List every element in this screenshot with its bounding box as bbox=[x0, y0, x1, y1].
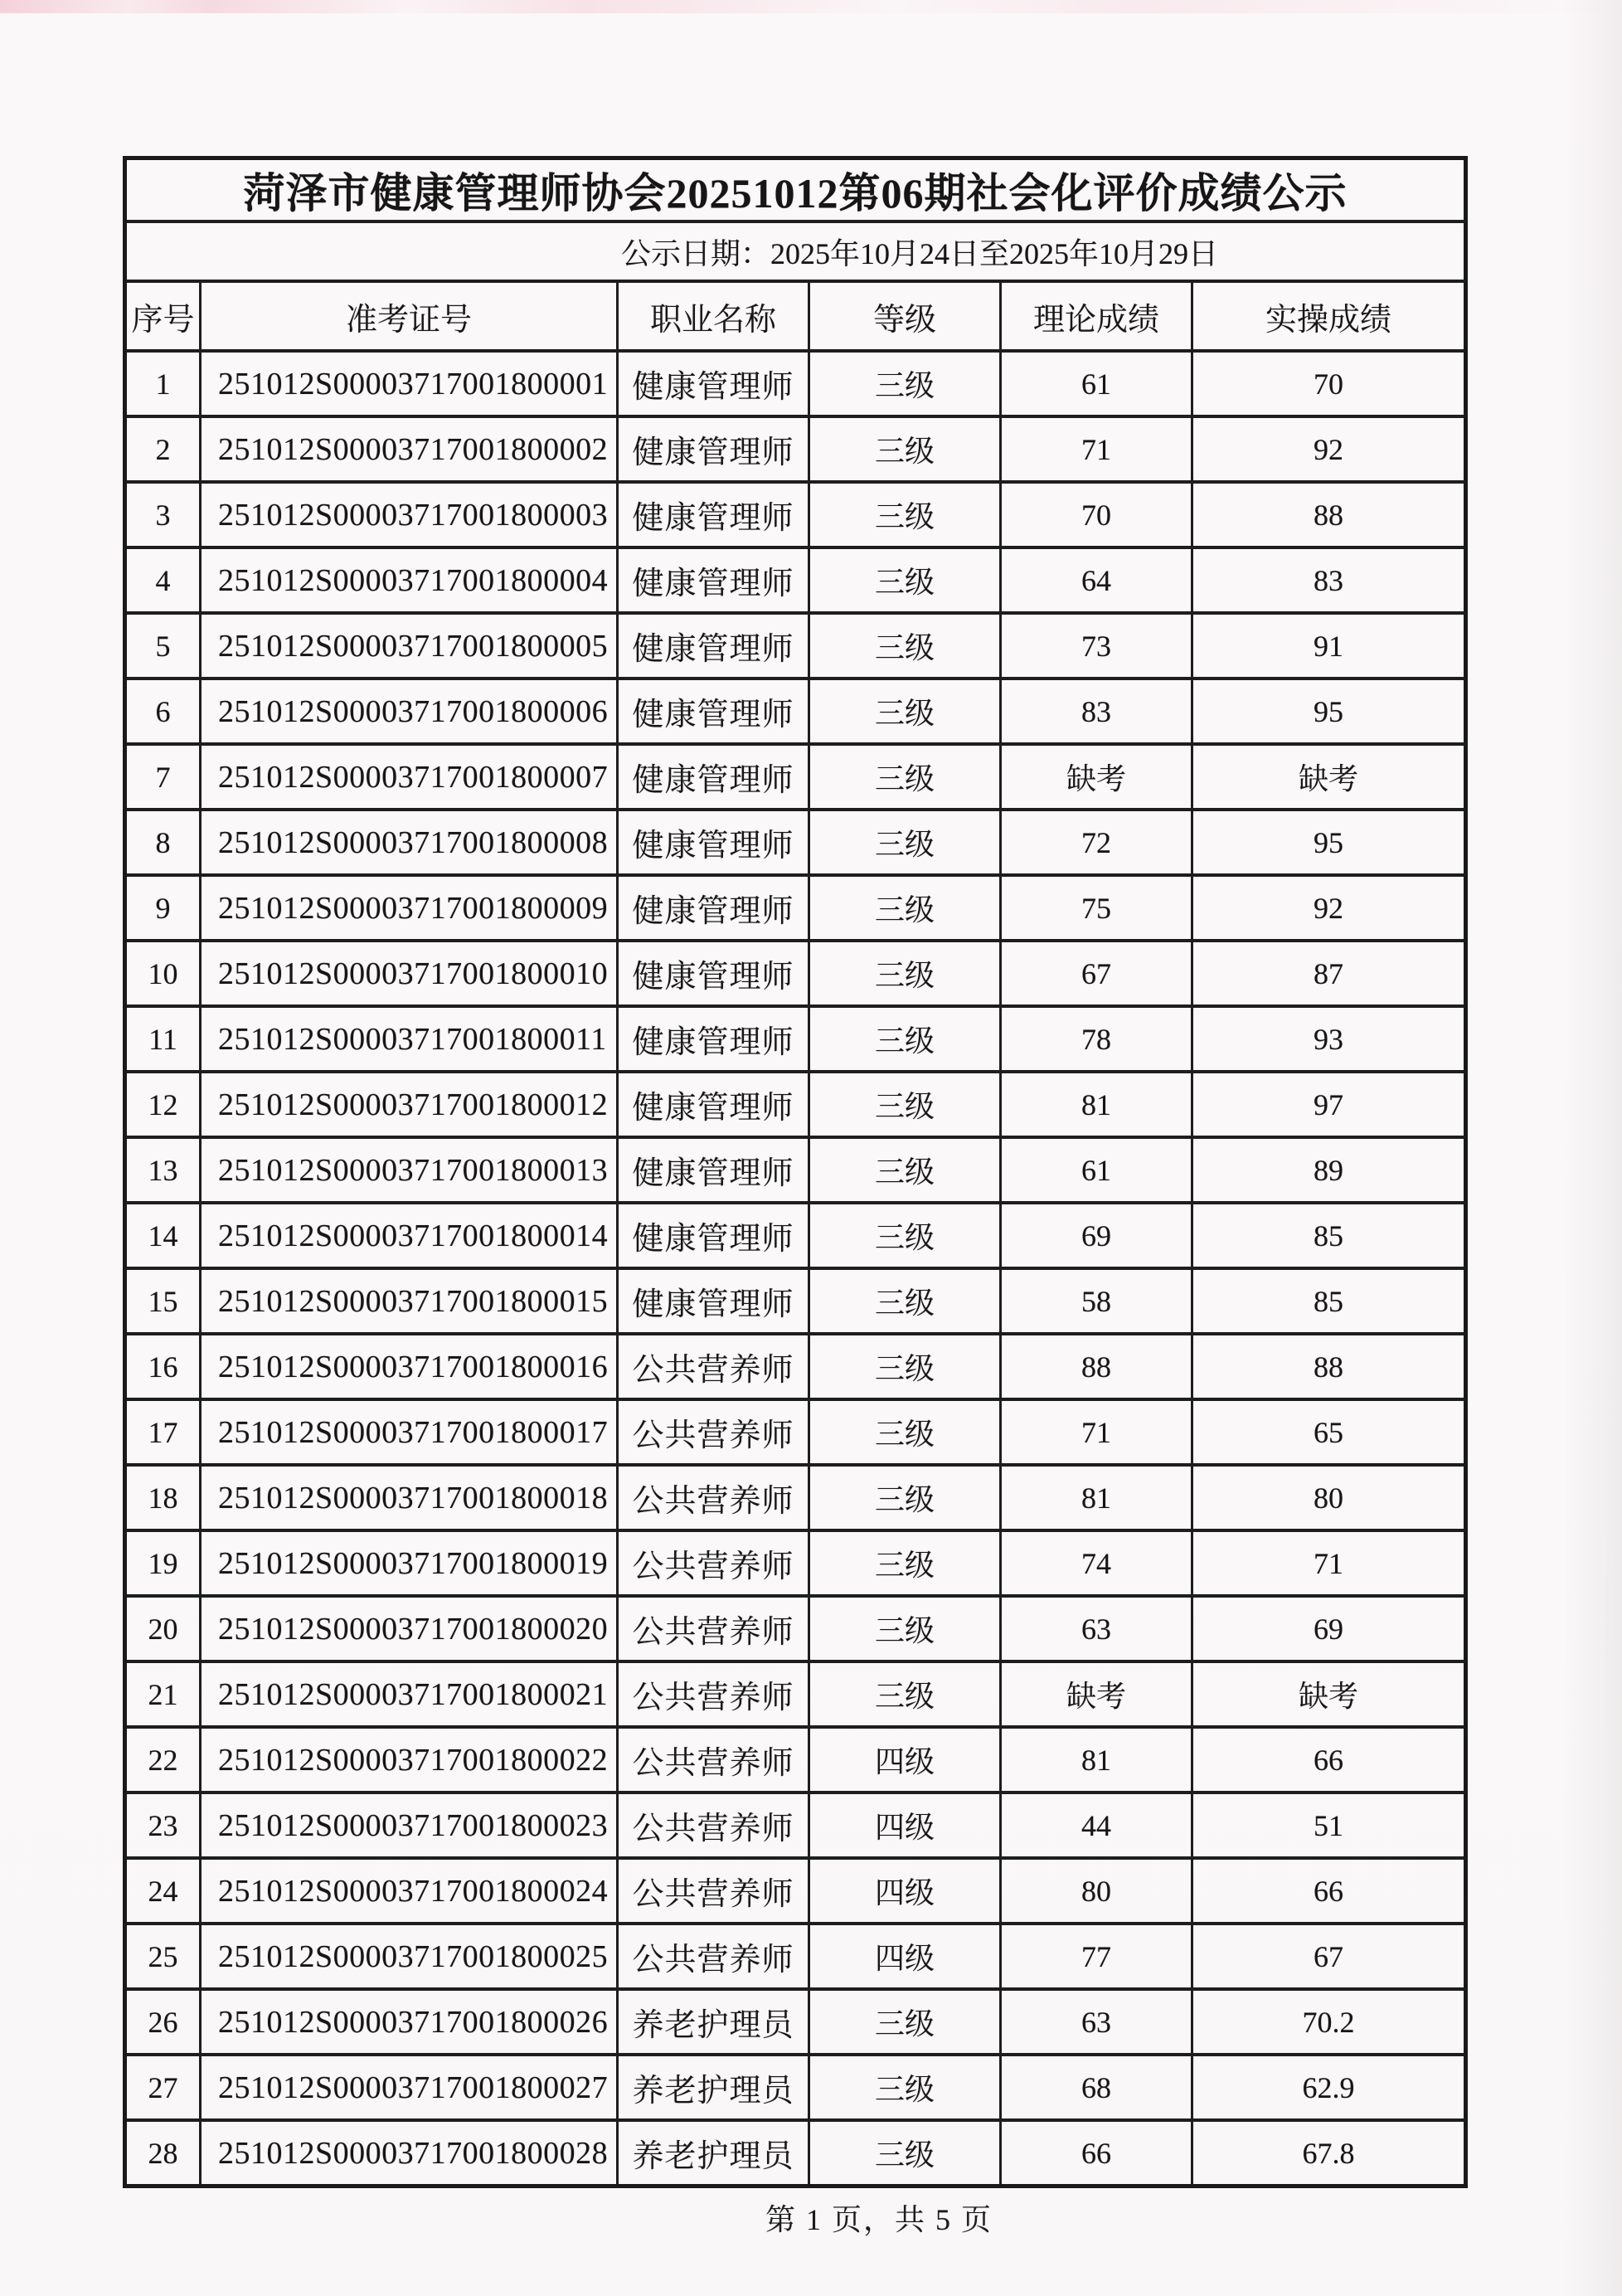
cell-admission-number: 251012S00003717001800027 bbox=[201, 2055, 618, 2120]
col-header-index: 序号 bbox=[125, 281, 201, 351]
score-table-body bbox=[125, 351, 1466, 2187]
page-footer: 第 1 页，共 5 页 bbox=[765, 2203, 993, 2236]
col-header-occupation: 职业名称 bbox=[618, 281, 809, 351]
table-row bbox=[125, 1465, 1466, 1530]
cell-occupation: 公共营养师 bbox=[618, 1334, 809, 1399]
cell-index: 24 bbox=[125, 1858, 201, 1924]
cell-occupation: 公共营养师 bbox=[618, 1793, 809, 1858]
table-row bbox=[125, 1858, 1466, 1924]
cell-practical-score: 67 bbox=[1192, 1924, 1466, 1989]
cell-practical-score: 62.9 bbox=[1192, 2055, 1466, 2120]
scan-smear-artifact bbox=[0, 0, 1622, 13]
cell-level: 三级 bbox=[809, 1465, 1001, 1530]
cell-index: 18 bbox=[125, 1465, 201, 1530]
cell-admission-number: 251012S00003717001800021 bbox=[201, 1661, 618, 1727]
cell-theory-score: 77 bbox=[1001, 1924, 1192, 1989]
document-title: 菏泽市健康管理师协会20251012第06期社会化评价成绩公示 bbox=[125, 158, 1466, 222]
table-row bbox=[125, 351, 1466, 416]
cell-practical-score: 67.8 bbox=[1192, 2120, 1466, 2187]
cell-theory-score: 63 bbox=[1001, 1989, 1192, 2055]
cell-occupation: 健康管理师 bbox=[618, 1203, 809, 1268]
cell-index: 28 bbox=[125, 2120, 201, 2187]
cell-admission-number: 251012S00003717001800005 bbox=[201, 613, 618, 679]
col-header-practical-score: 实操成绩 bbox=[1192, 281, 1466, 351]
cell-level: 三级 bbox=[809, 482, 1001, 547]
cell-admission-number: 251012S00003717001800028 bbox=[201, 2120, 618, 2187]
table-row bbox=[125, 744, 1466, 810]
cell-theory-score: 69 bbox=[1001, 1203, 1192, 1268]
cell-theory-score: 81 bbox=[1001, 1727, 1192, 1793]
cell-index: 10 bbox=[125, 941, 201, 1006]
cell-admission-number: 251012S00003717001800026 bbox=[201, 1989, 618, 2055]
table-row bbox=[125, 1399, 1466, 1465]
cell-occupation: 健康管理师 bbox=[618, 1006, 809, 1072]
cell-theory-score: 61 bbox=[1001, 351, 1192, 416]
cell-admission-number: 251012S00003717001800003 bbox=[201, 482, 618, 547]
cell-admission-number: 251012S00003717001800019 bbox=[201, 1530, 618, 1596]
cell-occupation: 公共营养师 bbox=[618, 1596, 809, 1661]
cell-theory-score: 63 bbox=[1001, 1596, 1192, 1661]
table-row bbox=[125, 1596, 1466, 1661]
table-row bbox=[125, 1072, 1466, 1137]
cell-level: 三级 bbox=[809, 2120, 1001, 2187]
cell-admission-number: 251012S00003717001800017 bbox=[201, 1399, 618, 1465]
cell-admission-number: 251012S00003717001800015 bbox=[201, 1268, 618, 1334]
cell-occupation: 养老护理员 bbox=[618, 2055, 809, 2120]
cell-theory-score: 73 bbox=[1001, 613, 1192, 679]
col-header-level: 等级 bbox=[809, 281, 1001, 351]
cell-index: 27 bbox=[125, 2055, 201, 2120]
cell-practical-score: 92 bbox=[1192, 416, 1466, 482]
cell-admission-number: 251012S00003717001800006 bbox=[201, 679, 618, 744]
cell-theory-score: 74 bbox=[1001, 1530, 1192, 1596]
scan-edge-noise bbox=[1564, 0, 1622, 2296]
cell-level: 三级 bbox=[809, 351, 1001, 416]
cell-index: 1 bbox=[125, 351, 201, 416]
cell-admission-number: 251012S00003717001800010 bbox=[201, 941, 618, 1006]
cell-occupation: 健康管理师 bbox=[618, 744, 809, 810]
cell-theory-score: 71 bbox=[1001, 416, 1192, 482]
cell-practical-score: 88 bbox=[1192, 1334, 1466, 1399]
cell-index: 7 bbox=[125, 744, 201, 810]
cell-level: 三级 bbox=[809, 1530, 1001, 1596]
cell-occupation: 健康管理师 bbox=[618, 1268, 809, 1334]
table-row bbox=[125, 1661, 1466, 1727]
cell-index: 26 bbox=[125, 1989, 201, 2055]
cell-index: 15 bbox=[125, 1268, 201, 1334]
cell-level: 四级 bbox=[809, 1924, 1001, 1989]
title-row bbox=[125, 158, 1466, 222]
cell-occupation: 公共营养师 bbox=[618, 1661, 809, 1727]
cell-index: 23 bbox=[125, 1793, 201, 1858]
cell-theory-score: 78 bbox=[1001, 1006, 1192, 1072]
cell-index: 22 bbox=[125, 1727, 201, 1793]
cell-index: 19 bbox=[125, 1530, 201, 1596]
table-row bbox=[125, 2120, 1466, 2187]
cell-practical-score: 缺考 bbox=[1192, 1661, 1466, 1727]
cell-practical-score: 93 bbox=[1192, 1006, 1466, 1072]
cell-index: 6 bbox=[125, 679, 201, 744]
cell-practical-score: 80 bbox=[1192, 1465, 1466, 1530]
cell-level: 三级 bbox=[809, 1661, 1001, 1727]
score-table bbox=[123, 156, 1468, 2188]
cell-theory-score: 70 bbox=[1001, 482, 1192, 547]
cell-practical-score: 缺考 bbox=[1192, 744, 1466, 810]
cell-admission-number: 251012S00003717001800020 bbox=[201, 1596, 618, 1661]
cell-level: 四级 bbox=[809, 1727, 1001, 1793]
cell-practical-score: 95 bbox=[1192, 810, 1466, 875]
table-row bbox=[125, 1334, 1466, 1399]
cell-practical-score: 87 bbox=[1192, 941, 1466, 1006]
cell-index: 20 bbox=[125, 1596, 201, 1661]
cell-theory-score: 72 bbox=[1001, 810, 1192, 875]
cell-occupation: 健康管理师 bbox=[618, 547, 809, 613]
cell-occupation: 公共营养师 bbox=[618, 1858, 809, 1924]
cell-occupation: 养老护理员 bbox=[618, 2120, 809, 2187]
cell-level: 三级 bbox=[809, 1072, 1001, 1137]
cell-level: 三级 bbox=[809, 1596, 1001, 1661]
cell-practical-score: 83 bbox=[1192, 547, 1466, 613]
cell-admission-number: 251012S00003717001800025 bbox=[201, 1924, 618, 1989]
table-row bbox=[125, 613, 1466, 679]
table-row bbox=[125, 1268, 1466, 1334]
cell-practical-score: 97 bbox=[1192, 1072, 1466, 1137]
table-row bbox=[125, 875, 1466, 941]
cell-level: 三级 bbox=[809, 1203, 1001, 1268]
cell-level: 三级 bbox=[809, 1006, 1001, 1072]
cell-level: 三级 bbox=[809, 941, 1001, 1006]
cell-level: 三级 bbox=[809, 1268, 1001, 1334]
cell-admission-number: 251012S00003717001800023 bbox=[201, 1793, 618, 1858]
cell-occupation: 公共营养师 bbox=[618, 1465, 809, 1530]
table-row bbox=[125, 1137, 1466, 1203]
cell-admission-number: 251012S00003717001800024 bbox=[201, 1858, 618, 1924]
cell-index: 11 bbox=[125, 1006, 201, 1072]
table-row bbox=[125, 1924, 1466, 1989]
cell-theory-score: 81 bbox=[1001, 1072, 1192, 1137]
table-row bbox=[125, 1530, 1466, 1596]
cell-practical-score: 70.2 bbox=[1192, 1989, 1466, 2055]
cell-occupation: 健康管理师 bbox=[618, 351, 809, 416]
cell-admission-number: 251012S00003717001800018 bbox=[201, 1465, 618, 1530]
cell-admission-number: 251012S00003717001800016 bbox=[201, 1334, 618, 1399]
cell-level: 三级 bbox=[809, 810, 1001, 875]
cell-occupation: 健康管理师 bbox=[618, 416, 809, 482]
cell-occupation: 公共营养师 bbox=[618, 1530, 809, 1596]
cell-level: 四级 bbox=[809, 1858, 1001, 1924]
cell-practical-score: 95 bbox=[1192, 679, 1466, 744]
cell-theory-score: 81 bbox=[1001, 1465, 1192, 1530]
cell-level: 三级 bbox=[809, 416, 1001, 482]
cell-theory-score: 67 bbox=[1001, 941, 1192, 1006]
cell-index: 5 bbox=[125, 613, 201, 679]
cell-index: 2 bbox=[125, 416, 201, 482]
cell-admission-number: 251012S00003717001800002 bbox=[201, 416, 618, 482]
cell-index: 14 bbox=[125, 1203, 201, 1268]
cell-level: 三级 bbox=[809, 2055, 1001, 2120]
cell-level: 三级 bbox=[809, 613, 1001, 679]
cell-admission-number: 251012S00003717001800008 bbox=[201, 810, 618, 875]
table-row bbox=[125, 2055, 1466, 2120]
cell-theory-score: 缺考 bbox=[1001, 744, 1192, 810]
cell-theory-score: 64 bbox=[1001, 547, 1192, 613]
cell-occupation: 健康管理师 bbox=[618, 1072, 809, 1137]
table-row bbox=[125, 547, 1466, 613]
cell-theory-score: 68 bbox=[1001, 2055, 1192, 2120]
table-row bbox=[125, 482, 1466, 547]
table-header-row bbox=[125, 281, 1466, 351]
table-row bbox=[125, 1793, 1466, 1858]
table-row bbox=[125, 416, 1466, 482]
table-row bbox=[125, 941, 1466, 1006]
cell-practical-score: 88 bbox=[1192, 482, 1466, 547]
table-row bbox=[125, 679, 1466, 744]
cell-admission-number: 251012S00003717001800014 bbox=[201, 1203, 618, 1268]
cell-occupation: 公共营养师 bbox=[618, 1924, 809, 1989]
table-row bbox=[125, 810, 1466, 875]
cell-index: 12 bbox=[125, 1072, 201, 1137]
cell-index: 25 bbox=[125, 1924, 201, 1989]
cell-practical-score: 66 bbox=[1192, 1858, 1466, 1924]
cell-theory-score: 71 bbox=[1001, 1399, 1192, 1465]
cell-level: 三级 bbox=[809, 1989, 1001, 2055]
cell-occupation: 健康管理师 bbox=[618, 679, 809, 744]
cell-occupation: 公共营养师 bbox=[618, 1399, 809, 1465]
cell-level: 三级 bbox=[809, 679, 1001, 744]
cell-practical-score: 71 bbox=[1192, 1530, 1466, 1596]
cell-index: 16 bbox=[125, 1334, 201, 1399]
cell-theory-score: 80 bbox=[1001, 1858, 1192, 1924]
cell-theory-score: 75 bbox=[1001, 875, 1192, 941]
cell-practical-score: 70 bbox=[1192, 351, 1466, 416]
cell-practical-score: 51 bbox=[1192, 1793, 1466, 1858]
cell-practical-score: 85 bbox=[1192, 1203, 1466, 1268]
col-header-admission-number: 准考证号 bbox=[201, 281, 618, 351]
table-row bbox=[125, 1989, 1466, 2055]
publish-date: 公示日期：2025年10月24日至2025年10月29日 bbox=[125, 221, 1466, 281]
cell-level: 三级 bbox=[809, 875, 1001, 941]
cell-theory-score: 61 bbox=[1001, 1137, 1192, 1203]
cell-index: 3 bbox=[125, 482, 201, 547]
cell-level: 三级 bbox=[809, 547, 1001, 613]
cell-theory-score: 44 bbox=[1001, 1793, 1192, 1858]
cell-admission-number: 251012S00003717001800013 bbox=[201, 1137, 618, 1203]
table-row bbox=[125, 1006, 1466, 1072]
cell-practical-score: 69 bbox=[1192, 1596, 1466, 1661]
cell-admission-number: 251012S00003717001800012 bbox=[201, 1072, 618, 1137]
publish-date-row bbox=[125, 221, 1466, 281]
cell-theory-score: 83 bbox=[1001, 679, 1192, 744]
cell-occupation: 健康管理师 bbox=[618, 941, 809, 1006]
col-header-theory-score: 理论成绩 bbox=[1001, 281, 1192, 351]
cell-admission-number: 251012S00003717001800009 bbox=[201, 875, 618, 941]
cell-admission-number: 251012S00003717001800011 bbox=[201, 1006, 618, 1072]
cell-level: 三级 bbox=[809, 744, 1001, 810]
cell-theory-score: 88 bbox=[1001, 1334, 1192, 1399]
cell-level: 三级 bbox=[809, 1334, 1001, 1399]
cell-admission-number: 251012S00003717001800022 bbox=[201, 1727, 618, 1793]
cell-practical-score: 91 bbox=[1192, 613, 1466, 679]
cell-practical-score: 89 bbox=[1192, 1137, 1466, 1203]
cell-practical-score: 85 bbox=[1192, 1268, 1466, 1334]
cell-theory-score: 58 bbox=[1001, 1268, 1192, 1334]
table-row bbox=[125, 1727, 1466, 1793]
cell-admission-number: 251012S00003717001800001 bbox=[201, 351, 618, 416]
cell-level: 三级 bbox=[809, 1399, 1001, 1465]
cell-index: 8 bbox=[125, 810, 201, 875]
cell-index: 21 bbox=[125, 1661, 201, 1727]
cell-level: 四级 bbox=[809, 1793, 1001, 1858]
cell-practical-score: 66 bbox=[1192, 1727, 1466, 1793]
table-row bbox=[125, 1203, 1466, 1268]
cell-theory-score: 缺考 bbox=[1001, 1661, 1192, 1727]
cell-occupation: 健康管理师 bbox=[618, 1137, 809, 1203]
cell-level: 三级 bbox=[809, 1137, 1001, 1203]
cell-theory-score: 66 bbox=[1001, 2120, 1192, 2187]
cell-practical-score: 65 bbox=[1192, 1399, 1466, 1465]
cell-occupation: 健康管理师 bbox=[618, 810, 809, 875]
cell-occupation: 公共营养师 bbox=[618, 1727, 809, 1793]
cell-index: 17 bbox=[125, 1399, 201, 1465]
cell-occupation: 健康管理师 bbox=[618, 482, 809, 547]
cell-admission-number: 251012S00003717001800004 bbox=[201, 547, 618, 613]
cell-index: 9 bbox=[125, 875, 201, 941]
cell-index: 4 bbox=[125, 547, 201, 613]
cell-occupation: 养老护理员 bbox=[618, 1989, 809, 2055]
cell-index: 13 bbox=[125, 1137, 201, 1203]
cell-occupation: 健康管理师 bbox=[618, 613, 809, 679]
cell-occupation: 健康管理师 bbox=[618, 875, 809, 941]
cell-practical-score: 92 bbox=[1192, 875, 1466, 941]
cell-admission-number: 251012S00003717001800007 bbox=[201, 744, 618, 810]
